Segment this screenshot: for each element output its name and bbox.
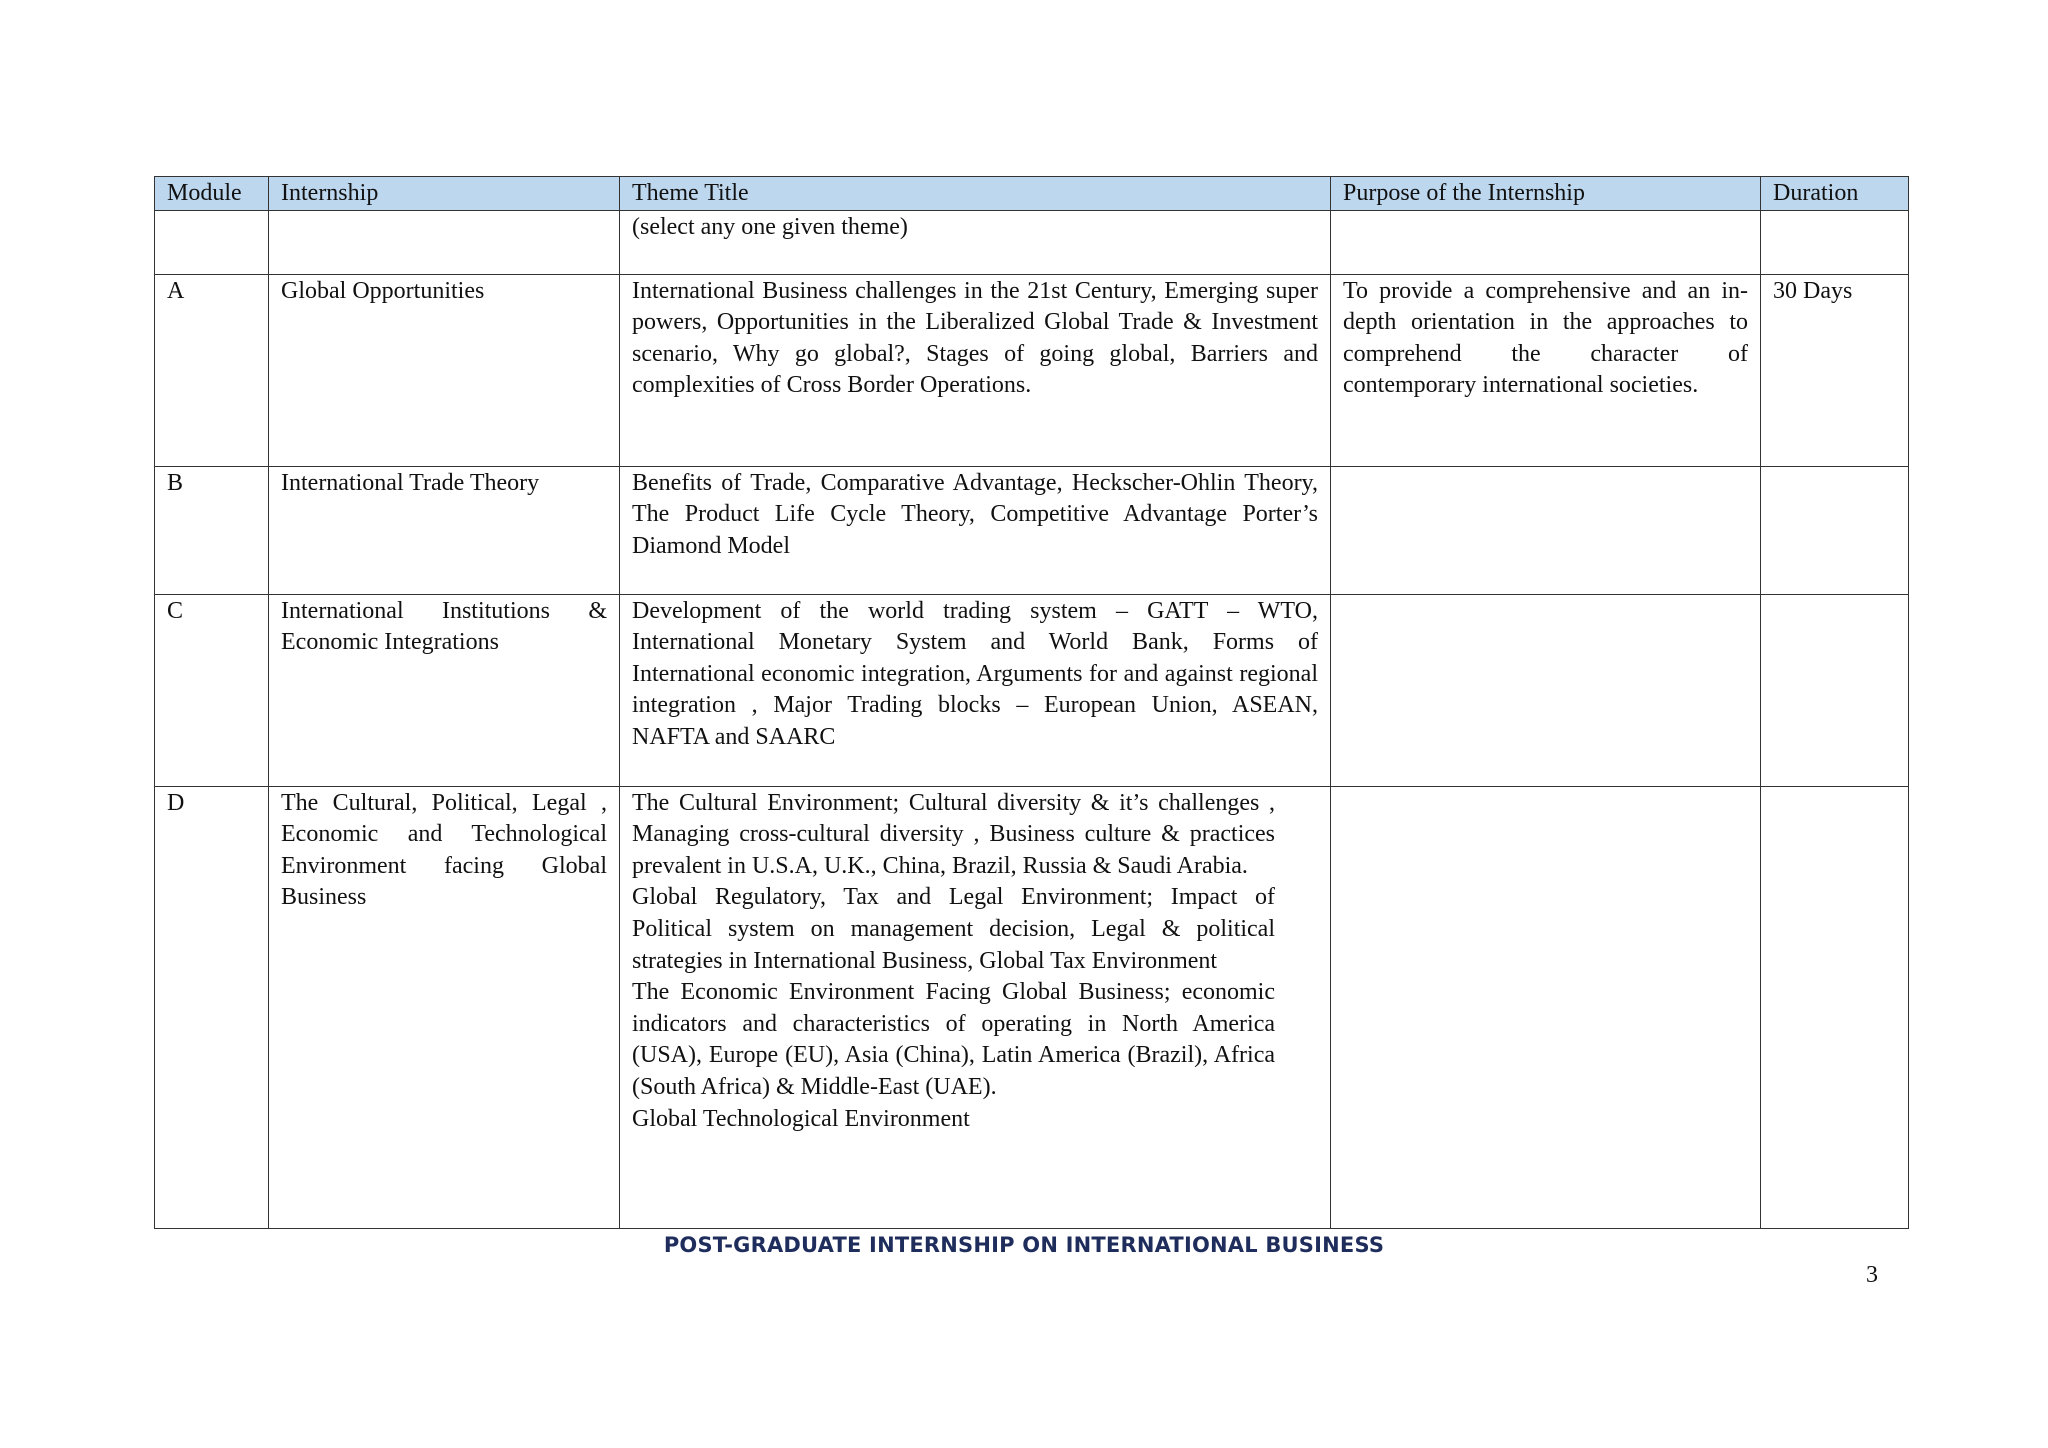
table-header-row	[155, 177, 1909, 211]
purpose-cell	[1331, 594, 1761, 786]
duration-cell	[1761, 594, 1909, 786]
purpose-cell	[1331, 786, 1761, 1228]
internship-cell: International Trade Theory	[269, 466, 620, 594]
note-cell-empty	[155, 210, 269, 274]
header-internship: Internship	[269, 177, 620, 211]
theme-cell	[620, 786, 1331, 1228]
module-cell: A	[155, 274, 269, 466]
theme-paragraph: The Economic Environment Facing Global Business; economic indicators and characteristics of operating in North America (USA), Europe (EU), Asia (China), Latin America (Brazil), Africa (South Africa) & Middle-East (UAE).	[632, 979, 1275, 1100]
duration-cell	[1761, 466, 1909, 594]
table-row	[155, 466, 1909, 594]
page-number: 3	[1866, 1262, 1878, 1288]
table-note-row	[155, 210, 1909, 274]
purpose-cell	[1331, 466, 1761, 594]
header-duration: Duration	[1761, 177, 1909, 211]
note-cell-empty	[269, 210, 620, 274]
header-purpose: Purpose of the Internship	[1331, 177, 1761, 211]
internship-cell: International Institutions & Economic Integrations	[269, 594, 620, 786]
table-row	[155, 786, 1909, 1228]
duration-cell	[1761, 786, 1909, 1228]
module-cell: B	[155, 466, 269, 594]
purpose-cell: To provide a comprehensive and an in-depth orientation in the approaches to comprehend the character of contemporary international societies.	[1331, 274, 1761, 466]
footer-title: POST-GRADUATE INTERNSHIP ON INTERNATIONAL BUSINESS	[663, 1233, 1385, 1257]
syllabus-table	[154, 176, 1909, 1229]
theme-paragraph: Benefits of Trade, Comparative Advantage, Heckscher-Ohlin Theory, The Product Life Cycle Theory, Competitive Advantage Porter’s Diamond Model	[632, 469, 1318, 559]
theme-paragraph: Global Technological Environment	[632, 1105, 970, 1132]
note-cell-empty	[1331, 210, 1761, 274]
table-row	[155, 274, 1909, 466]
theme-selection-note: (select any one given theme)	[620, 210, 1331, 274]
theme-paragraph: Development of the world trading system – GATT – WTO, International Monetary System and World Bank, Forms of International economic integration, Arguments for and against regional integration , Major Trading blocks – European Union, ASEAN, NAFTA and SAARC	[632, 597, 1318, 750]
theme-paragraph: The Cultural Environment; Cultural diversity & it’s challenges , Managing cross-cultural diversity , Business culture & practices prevalent in U.S.A, U.K., China, Brazil, Russia & Saudi Arabia.	[632, 789, 1275, 879]
internship-cell: The Cultural, Political, Legal , Economic and Technological Environment facing Global Business	[269, 786, 620, 1228]
header-module: Module	[155, 177, 269, 211]
duration-cell: 30 Days	[1761, 274, 1909, 466]
table-row	[155, 594, 1909, 786]
module-cell: D	[155, 786, 269, 1228]
theme-paragraph: Global Regulatory, Tax and Legal Environment; Impact of Political system on management decision, Legal & political strategies in International Business, Global Tax Environment	[632, 884, 1275, 974]
module-cell: C	[155, 594, 269, 786]
theme-paragraph: International Business challenges in the 21st Century, Emerging super powers, Opportunities in the Liberalized Global Trade & Investment scenario, Why go global?, Stages of going global, Barriers and complexities of Cross Border Operations.	[632, 277, 1318, 399]
theme-cell	[620, 274, 1331, 466]
theme-cell	[620, 466, 1331, 594]
theme-cell	[620, 594, 1331, 786]
internship-cell: Global Opportunities	[269, 274, 620, 466]
note-cell-empty	[1761, 210, 1909, 274]
header-theme-title: Theme Title	[620, 177, 1331, 211]
